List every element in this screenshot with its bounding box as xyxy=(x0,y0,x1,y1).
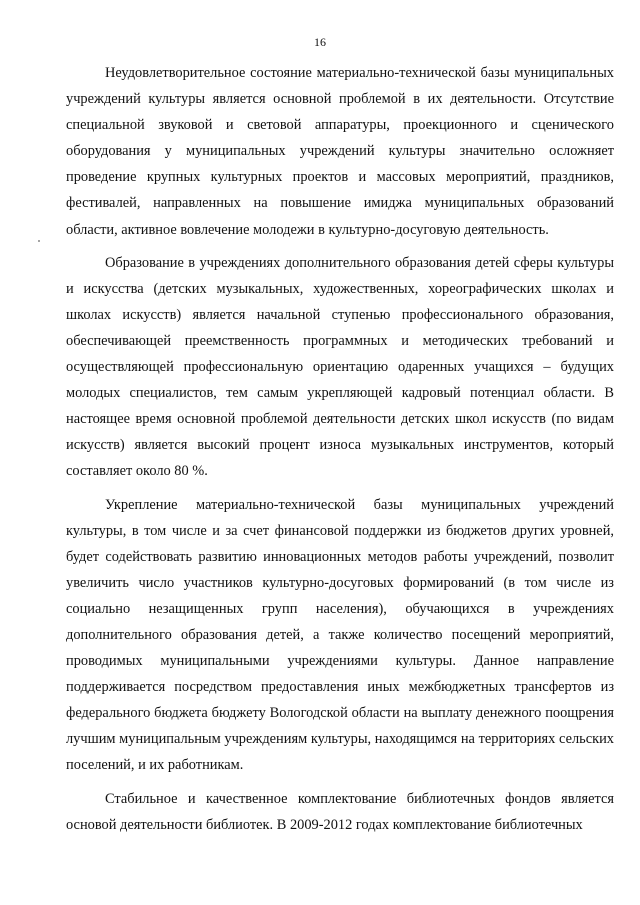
margin-mark xyxy=(38,240,40,242)
paragraph-facilities: Неудовлетворительное состояние материально-технической базы муниципальных учреждений культуры является основной проблемой в их деятельности. Отсутствие специальной звуковой и световой аппаратуры, проекционного и сценического оборудования у муниципальных учреждений культуры значительно осложняет проведение крупных культурных проектов и массовых мероприятий, праздников, фестивалей, направленных на повышение имиджа муниципальных образований области, активное вовлечение молодежи в культурно-досуговую деятельность. xyxy=(66,65,614,238)
paragraph-strengthening: Укрепление материально-технической базы муниципальных учреждений культуры, в том числе и за счет финансовой поддержки из бюджетов других уровней, будет содействовать развитию инновационных методов работы учреждений, позволит увеличить число участников культурно-досуговых формирований (в том числе из социально незащищенных групп населения), обучающихся в учреждениях дополнительного образования детей, а также количество посещений мероприятий, проводимых муниципальными учреждениями культуры. Данное направление поддерживается посредством предоставления иных межбюджетных трансфертов из федерального бюджета бюджету Вологодской области на выплату денежного поощрения лучшим муниципальным учреждениям культуры, находящимся на территориях сельских поселений, и их работникам. xyxy=(66,496,614,774)
paragraph-education: Образование в учреждениях дополнительного образования детей сферы культуры и искусства (детских музыкальных, художественных, хореографических школах и школах искусств) является начальной ступенью профессионального образования, обеспечивающей преемственность программных и методических требований и осуществляющей профессиональную ориентацию одаренных учащихся – будущих молодых специалистов, тем самым укрепляющей кадровый потенциал области. В настоящее время основной проблемой деятельности детских школ искусств (по видам искусств) является высокий процент износа музыкальных инструментов, который составляет около 80 %. xyxy=(66,254,614,480)
page-number: 16 xyxy=(314,35,326,49)
document-body xyxy=(66,60,614,845)
paragraph-libraries: Стабильное и качественное комплектование библиотечных фондов является основой деятельности библиотек. В 2009-2012 годах комплектование библиотечных xyxy=(66,790,614,833)
